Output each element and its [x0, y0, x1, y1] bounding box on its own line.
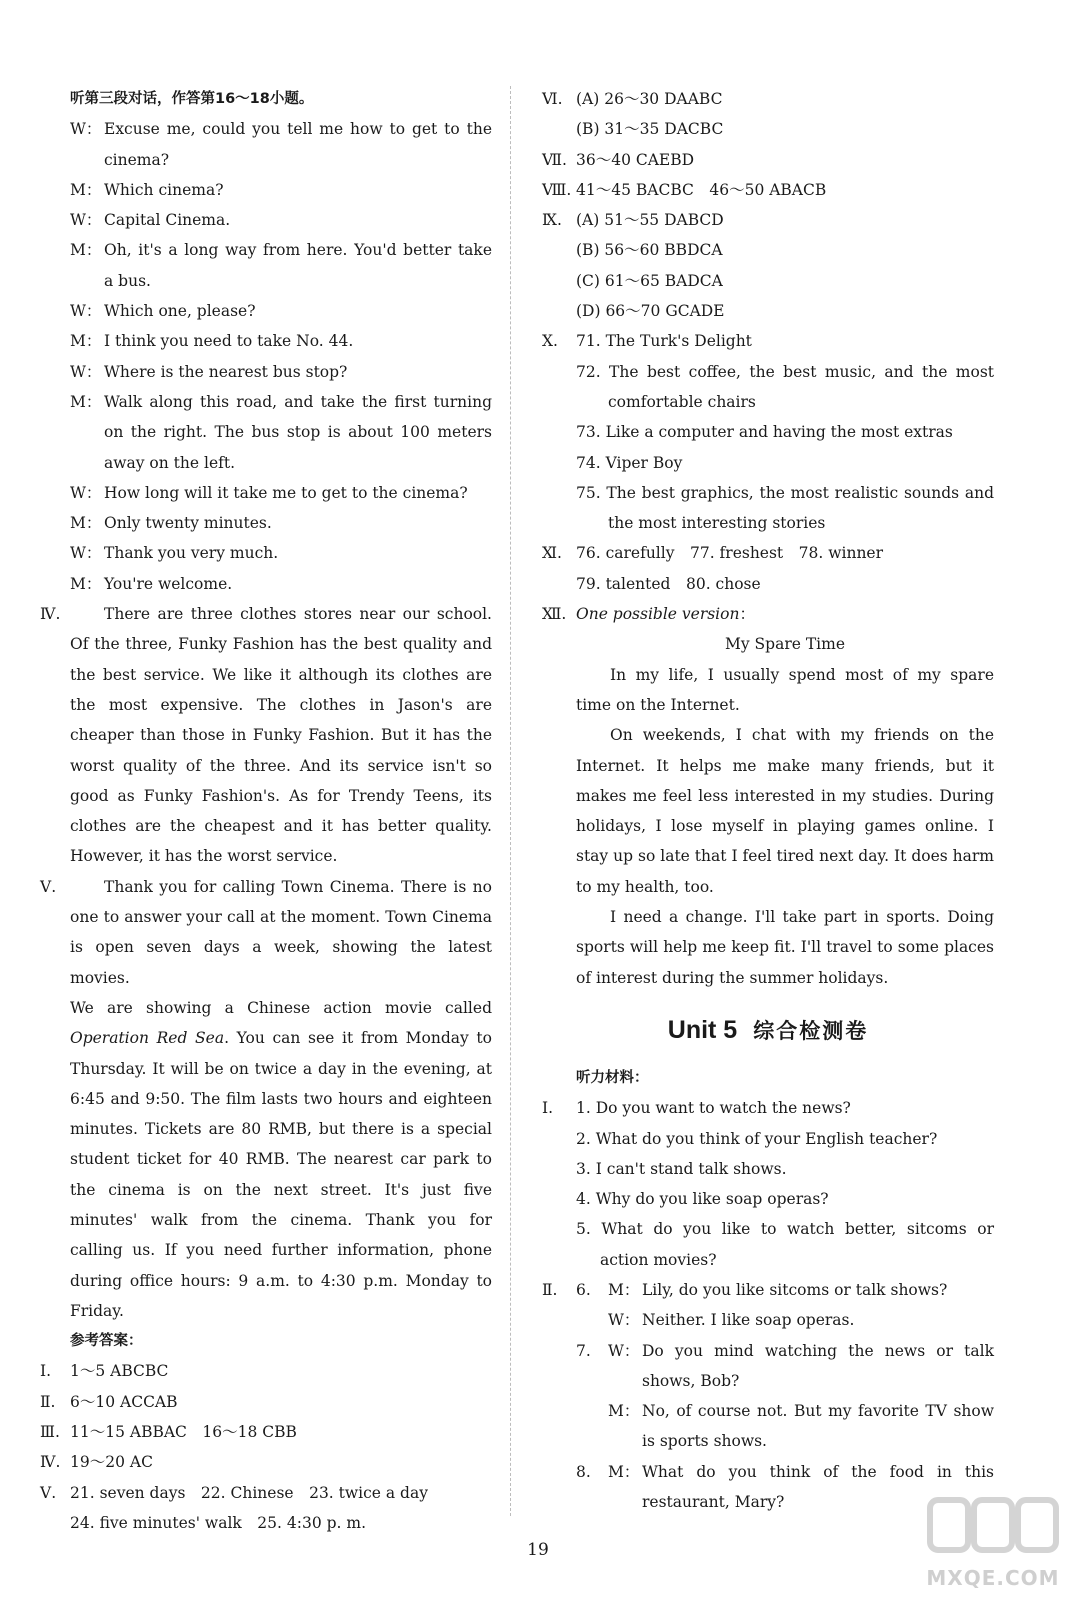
text-line: 19～20 AC [70, 1453, 153, 1472]
section-marker: Ⅴ. [40, 1483, 57, 1502]
question-number: 8. [576, 1462, 591, 1481]
dialogue-text [642, 1305, 994, 1335]
text-line: 11～15 ABBAC 16～18 CBB [70, 1423, 297, 1442]
text-line: (A) 26～30 DAABC [576, 90, 723, 108]
text-line: 76. carefully 77. freshest 78. winner [576, 544, 884, 563]
essay-line: I need a change. I'll take part in sports. Doing [610, 908, 994, 927]
answer-item [576, 448, 994, 478]
text-line: 75. The best graphics, the most realistic sounds and [576, 483, 994, 502]
passage-line: the best service. We like it although its clothes are [70, 665, 492, 684]
dialogue-text [104, 357, 492, 387]
text-line: is sports shows. [642, 1432, 767, 1451]
section-marker: Ⅴ. [40, 877, 57, 896]
answer-item [576, 417, 994, 447]
section-body [576, 175, 994, 205]
answer-row [542, 145, 994, 175]
section-marker: Ⅱ. [542, 1280, 558, 1299]
section-body [70, 114, 492, 599]
section-marker: Ⅰ. [40, 1362, 52, 1381]
text-line: Where is the nearest bus stop? [104, 362, 348, 381]
text-line: 1～5 ABCBC [70, 1362, 169, 1381]
watermark-text: MXQE.COM [926, 1566, 1060, 1590]
text-line: Lily, do you like sitcoms or talk shows? [642, 1280, 948, 1299]
text-line: (C) 61～65 BADCA [576, 271, 723, 290]
section-11-answers [542, 538, 994, 599]
section-body [70, 872, 492, 1326]
passage-line: minutes. Tickets are 80 RMB, but there is a special [70, 1120, 492, 1139]
text-line: Oh, it's a long way from here. You'd better take [104, 241, 492, 260]
essay-label-colon: ： [739, 605, 755, 624]
text-line: on the right. The bus stop is about 100 meters [104, 423, 492, 442]
essay-line: On weekends, I chat with my friends on the [610, 726, 994, 745]
section-marker: Ⅳ. [40, 1453, 61, 1472]
dialogue-text [104, 296, 492, 326]
section-body [70, 1356, 492, 1386]
answer-item [576, 357, 994, 418]
text-line: 73. Like a computer and having the most extras [576, 423, 953, 442]
text-line: 3. I can't stand talk shows. [576, 1159, 787, 1178]
passage-line: cheaper than those in Funky Fashion. But it has the [70, 726, 492, 745]
text-line: 4. Why do you like soap operas? [576, 1190, 829, 1209]
section-body [70, 84, 492, 114]
section-marker [40, 1326, 70, 1356]
speaker-label: M： [70, 332, 102, 351]
dialogue-turn [70, 508, 492, 538]
question-number: 6. [576, 1280, 591, 1299]
dialogue-text [642, 1275, 994, 1305]
question-number: 7. [576, 1341, 591, 1360]
passage-line: one to answer your call at the moment. Town Cinema [70, 908, 492, 927]
dialogue-text [642, 1396, 994, 1457]
text-line: restaurant, Mary? [642, 1493, 785, 1512]
passage-line: worst quality of the three. And its service isn't so [70, 756, 492, 775]
text-line: 79. talented 80. chose [576, 574, 761, 593]
dialogue-turn [608, 1336, 994, 1397]
dialogue-turn [70, 357, 492, 387]
dialogue-turn [70, 326, 492, 356]
speaker-label: M： [70, 241, 102, 260]
section-marker: Ⅰ. [542, 1099, 554, 1118]
film-title: Operation Red Sea [70, 1029, 225, 1048]
answer-row [40, 1417, 492, 1447]
section-marker: Ⅱ. [40, 1392, 56, 1411]
page-number: 19 [527, 1540, 549, 1560]
speaker-label: W： [70, 302, 102, 321]
dialogue-text [104, 114, 492, 175]
answer-row [542, 205, 994, 326]
section-4-passage [40, 599, 492, 872]
speaker-label: W： [608, 1311, 640, 1330]
text-line: Thank you very much. [104, 544, 279, 563]
question-dialogue [608, 1336, 994, 1457]
dialogue-text [104, 326, 492, 356]
text-line: Which one, please? [104, 302, 256, 321]
speaker-label: M： [70, 514, 102, 533]
speaker-label: W： [70, 120, 102, 139]
dialogue-text [642, 1336, 994, 1397]
section-body [70, 1417, 492, 1447]
answers-title: 参考答案： [70, 1333, 143, 1350]
passage-line: calling us. If you need further information, phone [70, 1241, 492, 1260]
section-marker: Ⅵ. [542, 90, 563, 108]
section-marker: Ⅲ. [40, 1423, 60, 1442]
listening-title: 听力材料： [576, 1069, 649, 1086]
passage-line: good as Funky Fashion's. As for Trendy Teens, its [70, 786, 492, 805]
speaker-label: M： [70, 392, 102, 411]
section-body [576, 538, 994, 599]
answer-item [576, 478, 994, 539]
text-line: You're welcome. [104, 574, 233, 593]
passage-line: the cinema is on the next street. It's just five [70, 1180, 492, 1199]
speaker-label: W： [70, 544, 102, 563]
speaker-label: M： [608, 1280, 640, 1299]
text-line: 5. What do you like to watch better, sitcoms or [576, 1220, 994, 1239]
listening-question [576, 1275, 994, 1336]
unit-heading [542, 1015, 994, 1047]
dialogue-turn [70, 538, 492, 568]
text-line: shows, Bob? [642, 1371, 740, 1390]
essay-line: holidays, I lose myself in playing games online. I [576, 817, 994, 836]
dialogue-text [104, 175, 492, 205]
speaker-label: W： [70, 362, 102, 381]
text-line: cinema? [104, 150, 170, 169]
text-line: 71. The Turk's Delight [576, 332, 752, 351]
dialogue-turn [608, 1275, 994, 1305]
dialogue-text [104, 508, 492, 538]
answer-item [576, 326, 994, 356]
passage-line: student ticket for 40 RMB. The nearest car park to [70, 1150, 492, 1169]
text-line: the most interesting stories [608, 514, 826, 533]
dialogue-turn [70, 387, 492, 478]
passage-line: Thank you for calling Town Cinema. There is no [104, 877, 492, 896]
dialogue-turn [70, 569, 492, 599]
essay-title: My Spare Time [724, 635, 845, 654]
answer-row [40, 1478, 492, 1539]
text-line: 1. Do you want to watch the news? [576, 1099, 851, 1118]
listening-section-2 [542, 1275, 994, 1517]
dialogue-3 [40, 114, 492, 599]
essay-line: makes me feel less interested in my studies. During [576, 786, 994, 805]
passage-line: Of the three, Funky Fashion has the best quality and [70, 635, 492, 654]
section-body [576, 599, 994, 993]
essay-line: to my health, too. [576, 877, 714, 896]
text-line: 41～45 BACBC 46～50 ABACB [576, 180, 827, 199]
text-line: 74. Viper Boy [576, 453, 683, 472]
watermark-logo [918, 1494, 1068, 1594]
dialogue-text [104, 387, 492, 478]
essay-line: time on the Internet. [576, 695, 740, 714]
section-body [576, 84, 994, 145]
text-line: How long will it take me to get to the cinema? [104, 483, 468, 502]
text-line: Do you mind watching the news or talk [642, 1341, 994, 1360]
text-line: comfortable chairs [608, 392, 756, 411]
dialogue-text [104, 478, 492, 508]
speaker-label: M： [70, 180, 102, 199]
text-line: 24. five minutes' walk 25. 4:30 p. m. [70, 1513, 367, 1532]
text-line: Only twenty minutes. [104, 514, 272, 533]
passage-line: minutes' walk from the cinema. Thank you for [70, 1210, 492, 1229]
dialogue-turn [70, 478, 492, 508]
section-marker [40, 84, 70, 114]
text-line: action movies? [600, 1250, 717, 1269]
dialogue-turn [608, 1396, 994, 1457]
text-line: Walk along this road, and take the first turning [104, 392, 492, 411]
section-10-answers [542, 326, 994, 538]
essay-line: stay up so late that I feel tired next day. It does harm [576, 847, 994, 866]
unit-subtitle: 综合检测卷 [753, 1019, 869, 1043]
text-line: Which cinema? [104, 180, 224, 199]
dialogue-turn [70, 235, 492, 296]
section-12-essay [542, 599, 994, 993]
speaker-label: M： [608, 1402, 640, 1421]
dialogue-3-intro [40, 84, 492, 114]
passage-line: 6:45 and 9:50. The film lasts two hours and eighteen [70, 1089, 492, 1108]
speaker-label: W： [608, 1341, 640, 1360]
dialogue-text [104, 569, 492, 599]
section-marker: Ⅷ. [542, 180, 572, 199]
text-line: 2. What do you think of your English teacher? [576, 1129, 938, 1148]
text-line: No, of course not. But my favorite TV show [642, 1402, 994, 1421]
section-marker: Ⅻ. [542, 605, 567, 624]
essay-line: In my life, I usually spend most of my spare [610, 665, 994, 684]
text-line: (A) 51～55 DABCD [576, 211, 724, 230]
section-5-passage [40, 872, 492, 1326]
text-line: Neither. I like soap operas. [642, 1311, 855, 1330]
speaker-label: M： [70, 574, 102, 593]
answer-row [542, 175, 994, 205]
unit-title: Unit 5 [667, 1015, 738, 1044]
dialogue-turn [70, 205, 492, 235]
dialogue-turn [608, 1305, 994, 1335]
section-body [70, 1326, 492, 1356]
dialogue-text [104, 205, 492, 235]
passage-line: There are three clothes stores near our school. [104, 605, 492, 624]
dialogue-turn [70, 175, 492, 205]
dialogue-text [104, 235, 492, 296]
section-body [576, 205, 994, 326]
section-body [576, 1093, 994, 1275]
passage-line: clothes are the cheapest and it has better quality. [70, 817, 492, 836]
text-line: (B) 56～60 BBDCA [576, 241, 723, 260]
listening-section-1 [542, 1093, 994, 1275]
dialogue-text [104, 538, 492, 568]
text-line: (D) 66～70 GCADE [576, 302, 725, 321]
essay-line: sports will help me keep fit. I'll travel to some places [576, 938, 994, 957]
passage-line: during office hours: 9 a.m. to 4:30 p.m. Monday to [70, 1271, 492, 1290]
section-body [70, 1447, 492, 1477]
answer-row [40, 1447, 492, 1477]
answers-heading [40, 1326, 492, 1356]
passage-line: Friday. [70, 1301, 124, 1320]
passage-line: We are showing a Chinese action movie called [70, 998, 492, 1017]
passage-line: the most expensive. The clothes in Jason's are [70, 695, 492, 714]
instruction-text: 听第三段对话，作答第16～18小题。 [70, 91, 314, 107]
essay-label-text: One possible version [576, 605, 740, 624]
answer-row [40, 1387, 492, 1417]
section-body [70, 599, 492, 872]
section-body [576, 1275, 994, 1517]
text-line: away on the left. [104, 453, 236, 472]
column-divider [510, 86, 511, 1516]
dialogue-turn [70, 114, 492, 175]
essay-line: of interest during the summer holidays. [576, 968, 889, 987]
section-marker: Ⅸ. [542, 211, 562, 230]
text-line: 72. The best coffee, the best music, and the most [576, 362, 994, 381]
passage-line: is open seven days a week, showing the latest movies. [70, 938, 492, 987]
section-marker: Ⅹ. [542, 332, 558, 351]
text-line: 21. seven days 22. Chinese 23. twice a day [70, 1483, 428, 1502]
left-column [40, 84, 492, 1538]
text-line: 36～40 CAEBD [576, 150, 695, 169]
speaker-label: W： [70, 483, 102, 502]
answer-row [542, 84, 994, 145]
section-body [576, 326, 994, 538]
section-marker [40, 114, 70, 599]
section-marker: Ⅳ. [40, 605, 61, 624]
listening-question [576, 1336, 994, 1457]
essay-label [576, 599, 994, 629]
dialogue-turn [70, 296, 492, 326]
section-marker: Ⅺ. [542, 544, 562, 563]
passage-text: . You can see it from Monday to [224, 1029, 492, 1048]
passage-line: Thursday. It will be on twice a day in the evening, at [70, 1059, 492, 1078]
section-body [70, 1478, 492, 1539]
text-line: What do you think of the food in this [642, 1462, 994, 1481]
listening-heading [542, 1063, 994, 1093]
text-line: 6～10 ACCAB [70, 1392, 178, 1411]
section-marker [542, 1063, 576, 1093]
essay-line: Internet. It helps me make many friends, but it [576, 756, 994, 775]
section-body [70, 1387, 492, 1417]
text-line: Excuse me, could you tell me how to get to the [104, 120, 492, 139]
speaker-label: W： [70, 211, 102, 230]
section-body [576, 145, 994, 175]
answer-row [40, 1356, 492, 1386]
question-dialogue [608, 1275, 994, 1336]
section-body [576, 1063, 994, 1093]
passage-line: However, it has the worst service. [70, 847, 338, 866]
text-line: I think you need to take No. 44. [104, 332, 354, 351]
text-line: Capital Cinema. [104, 211, 231, 230]
text-line: a bus. [104, 271, 151, 290]
passage-line [70, 1023, 492, 1053]
section-marker: Ⅶ. [542, 150, 567, 169]
text-line: (B) 31～35 DACBC [576, 120, 724, 139]
speaker-label: M： [608, 1462, 640, 1481]
right-column [542, 84, 994, 1517]
